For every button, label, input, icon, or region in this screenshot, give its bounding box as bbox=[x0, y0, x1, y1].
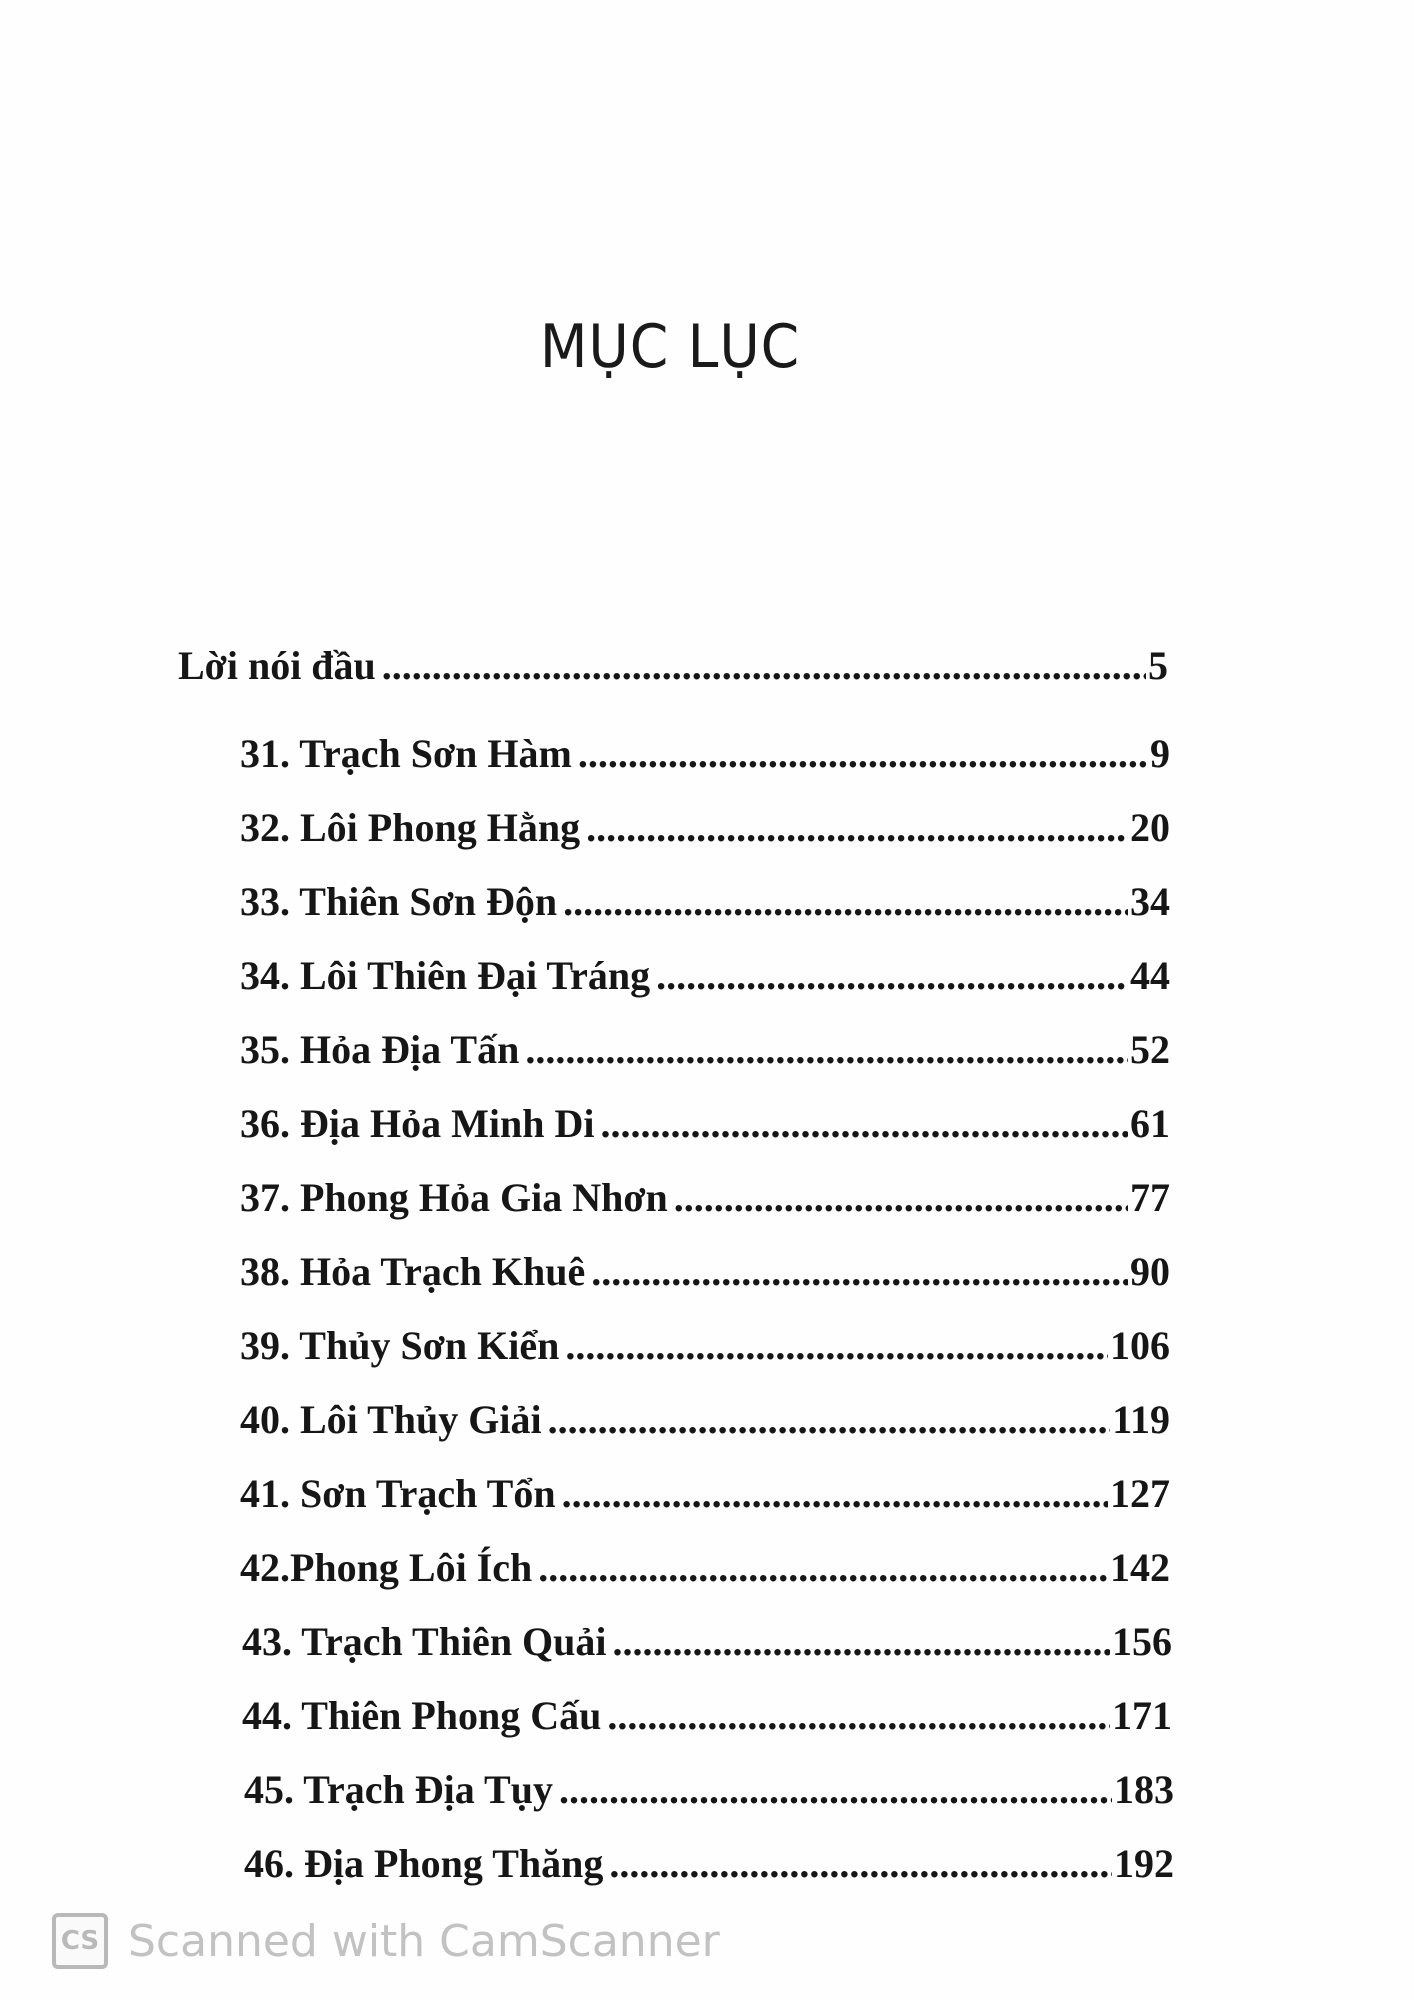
toc-entry bbox=[240, 1174, 1170, 1222]
toc-entry-label: 39. Thủy Sơn Kiển bbox=[240, 1323, 560, 1368]
toc-entry bbox=[242, 1692, 1172, 1740]
dot-leader bbox=[674, 1174, 1128, 1222]
toc-entry-page: 44 bbox=[1130, 953, 1170, 998]
toc-entry-page: 192 bbox=[1114, 1841, 1174, 1886]
toc-entry bbox=[240, 804, 1170, 852]
watermark-text: Scanned with CamScanner bbox=[128, 1915, 720, 1967]
toc-entry bbox=[240, 878, 1170, 926]
toc-entry-page: 20 bbox=[1130, 805, 1170, 850]
toc-entry-label: 37. Phong Hỏa Gia Nhơn bbox=[240, 1175, 668, 1220]
toc-entry-label: 40. Lôi Thủy Giải bbox=[240, 1397, 542, 1442]
toc-entry-label: 38. Hỏa Trạch Khuê bbox=[240, 1249, 586, 1294]
toc-entry-page: 34 bbox=[1130, 879, 1170, 924]
toc-entry-label: 44. Thiên Phong Cấu bbox=[242, 1693, 602, 1738]
dot-leader bbox=[548, 1396, 1111, 1444]
toc-entry bbox=[242, 1618, 1172, 1666]
dot-leader bbox=[382, 642, 1146, 690]
dot-leader bbox=[562, 1470, 1108, 1518]
dot-leader bbox=[559, 1766, 1112, 1814]
camscanner-logo-icon: CS bbox=[52, 1913, 108, 1969]
toc-entry-page: 52 bbox=[1130, 1027, 1170, 1072]
toc-entry bbox=[240, 730, 1170, 778]
toc-entry-page: 127 bbox=[1110, 1471, 1170, 1516]
dot-leader bbox=[578, 730, 1148, 778]
toc-entry bbox=[244, 1840, 1174, 1888]
toc-entry-page: 5 bbox=[1148, 643, 1168, 688]
dot-leader bbox=[591, 1248, 1128, 1296]
toc-entry-page: 156 bbox=[1112, 1619, 1172, 1664]
toc-entry-label: 36. Địa Hỏa Minh Di bbox=[240, 1101, 595, 1146]
toc-entry bbox=[240, 1396, 1170, 1444]
toc-entry bbox=[240, 1470, 1170, 1518]
toc-entry-page: 119 bbox=[1112, 1397, 1170, 1442]
toc-entry-label: 46. Địa Phong Thăng bbox=[244, 1841, 604, 1886]
dot-leader bbox=[607, 1692, 1110, 1740]
dot-leader bbox=[609, 1840, 1112, 1888]
toc-entry-label: 31. Trạch Sơn Hàm bbox=[240, 731, 572, 776]
toc-entry bbox=[244, 1766, 1174, 1814]
toc-entry-page: 77 bbox=[1130, 1175, 1170, 1220]
page-title: MỤC LỤC bbox=[539, 312, 801, 382]
dot-leader bbox=[525, 1026, 1128, 1074]
toc-entry-label: 43. Trạch Thiên Quải bbox=[242, 1619, 607, 1664]
toc-entry bbox=[240, 1248, 1170, 1296]
toc-entry-page: 171 bbox=[1112, 1693, 1172, 1738]
dot-leader bbox=[538, 1544, 1108, 1592]
camscanner-watermark bbox=[52, 1908, 720, 1974]
dot-leader bbox=[600, 1100, 1128, 1148]
toc-entry-page: 106 bbox=[1110, 1323, 1170, 1368]
toc-entry-label: 35. Hỏa Địa Tấn bbox=[240, 1027, 520, 1072]
dot-leader bbox=[565, 1322, 1108, 1370]
toc-entry-preface bbox=[178, 642, 1168, 690]
toc-entry-label: 34. Lôi Thiên Đại Tráng bbox=[240, 953, 651, 998]
toc-entry-page: 9 bbox=[1150, 731, 1170, 776]
toc-entry-page: 61 bbox=[1130, 1101, 1170, 1146]
toc-entry-label: 42.Phong Lôi Ích bbox=[240, 1545, 533, 1590]
toc-entry-label: 33. Thiên Sơn Độn bbox=[240, 879, 558, 924]
dot-leader bbox=[586, 804, 1128, 852]
toc-entry-label: Lời nói đầu bbox=[178, 643, 376, 688]
toc-entry-label: 41. Sơn Trạch Tổn bbox=[240, 1471, 556, 1516]
toc-entry bbox=[240, 1026, 1170, 1074]
toc-entry-page: 183 bbox=[1114, 1767, 1174, 1812]
toc-entry bbox=[240, 952, 1170, 1000]
toc-entry-page: 90 bbox=[1130, 1249, 1170, 1294]
toc-entry-page: 142 bbox=[1110, 1545, 1170, 1590]
toc-entry bbox=[240, 1322, 1170, 1370]
dot-leader bbox=[656, 952, 1128, 1000]
dot-leader bbox=[613, 1618, 1110, 1666]
toc-entry-label: 32. Lôi Phong Hằng bbox=[240, 805, 581, 850]
toc-entry bbox=[240, 1544, 1170, 1592]
toc-entry bbox=[240, 1100, 1170, 1148]
toc-entry-label: 45. Trạch Địa Tụy bbox=[244, 1767, 553, 1812]
dot-leader bbox=[563, 878, 1128, 926]
